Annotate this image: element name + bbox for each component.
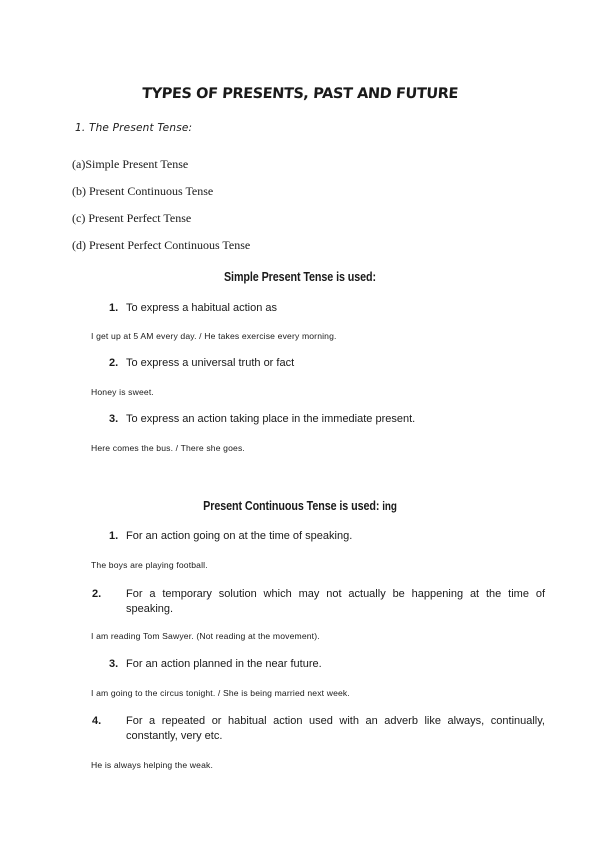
example-sentence: I am going to the circus tonight. / She is being married next week. xyxy=(91,688,350,698)
example-sentence: I am reading Tom Sawyer. (Not reading at the movement). xyxy=(91,631,320,641)
item-number: 3. xyxy=(109,658,119,670)
item-text: For a temporary solution which may not actually be happening at the time of speaking. xyxy=(126,588,545,615)
list-item xyxy=(109,530,352,542)
example-sentence: The boys are playing football. xyxy=(91,560,208,570)
heading-text: Present Continuous Tense is used: xyxy=(203,499,380,513)
item-text: To express a universal truth or fact xyxy=(126,357,295,369)
list-item xyxy=(92,714,545,744)
item-number: 1. xyxy=(109,530,119,542)
present-type-item: (d) Present Perfect Continuous Tense xyxy=(72,238,251,252)
present-type-item: (a)Simple Present Tense xyxy=(72,157,189,171)
item-number: 1. xyxy=(109,302,119,314)
present-type-item: (b) Present Continuous Tense xyxy=(72,184,214,198)
item-text: To express an action taking place in the immediate present. xyxy=(126,413,416,425)
item-number: 3. xyxy=(109,413,119,425)
item-number: 2. xyxy=(92,588,102,600)
simple-present-heading: Simple Present Tense is used: xyxy=(223,270,377,284)
section-heading: 1. The Present Tense: xyxy=(75,122,193,134)
example-sentence: I get up at 5 AM every day. / He takes exercise every morning. xyxy=(91,331,337,341)
item-text: To express a habitual action as xyxy=(126,302,278,314)
present-continuous-heading xyxy=(42,499,558,513)
list-item xyxy=(109,357,294,369)
list-item xyxy=(109,302,277,314)
item-text: For a repeated or habitual action used with an adverb like always, continually, constantly, very etc. xyxy=(126,715,545,742)
example-sentence: He is always helping the weak. xyxy=(91,760,214,770)
item-text: For an action planned in the near future. xyxy=(126,658,322,670)
present-type-item: (c) Present Perfect Tense xyxy=(72,211,192,225)
list-item xyxy=(109,413,415,425)
item-text: For an action going on at the time of speaking. xyxy=(126,530,353,542)
example-sentence: Honey is sweet. xyxy=(91,387,154,397)
page-title: TYPES OF PRESENTS, PAST AND FUTURE xyxy=(141,86,459,102)
example-sentence: Here comes the bus. / There she goes. xyxy=(91,443,245,453)
list-item xyxy=(109,658,322,670)
heading-suffix: ing xyxy=(382,501,397,513)
item-number: 4. xyxy=(92,715,102,727)
item-number: 2. xyxy=(109,357,119,369)
list-item xyxy=(92,587,545,617)
